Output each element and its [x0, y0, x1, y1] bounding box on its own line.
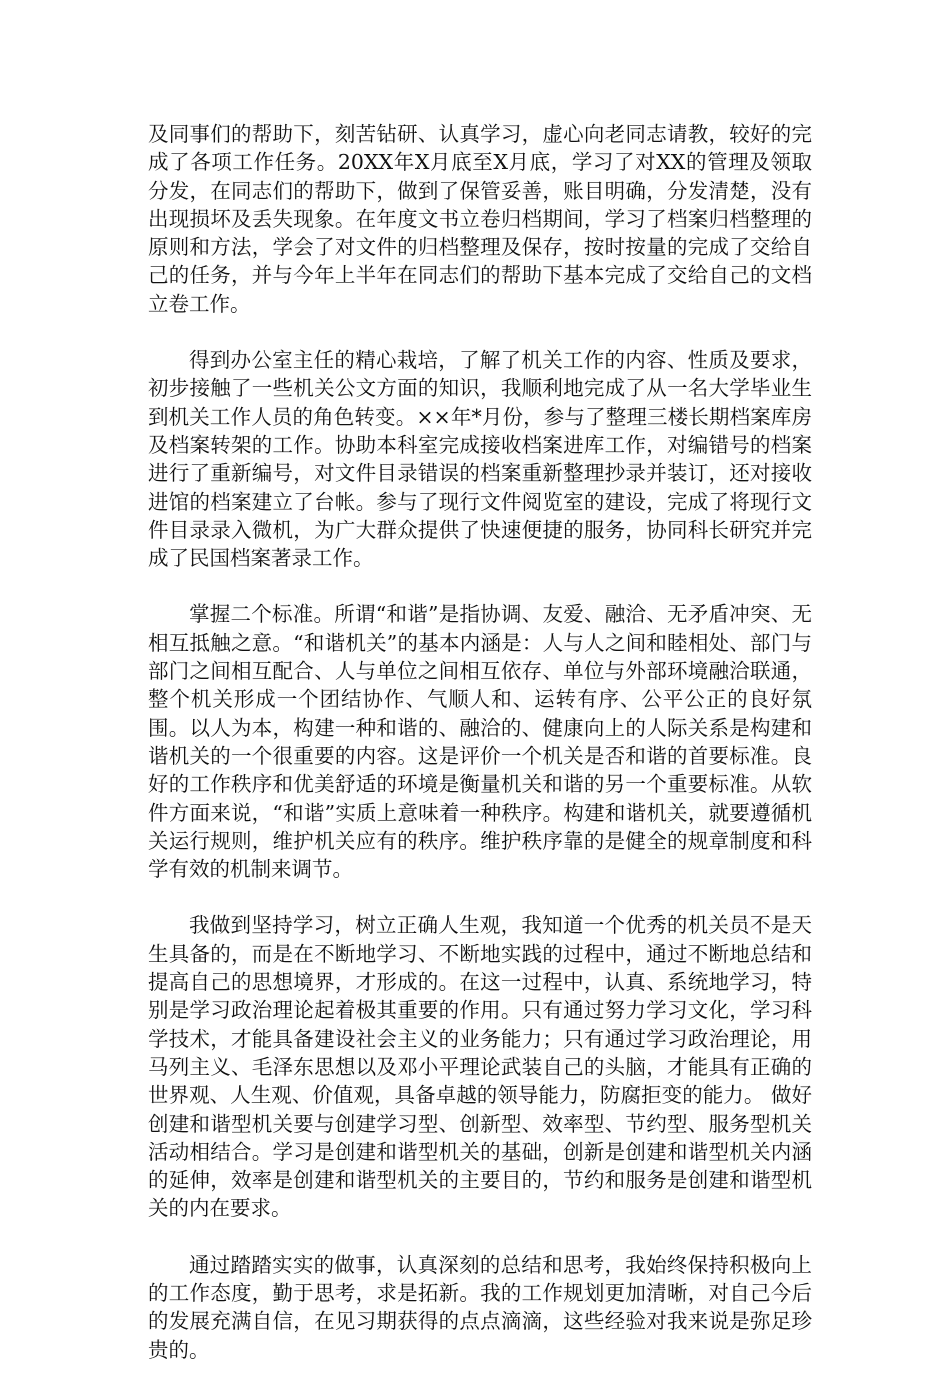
paragraph-4: 我做到坚持学习，树立正确人生观，我知道一个优秀的机关员不是天生具备的，而是在不断地学习、不断地实践的过程中，通过不断地总结和提高自己的思想境界，才形成的。在这一过程中，认真、系统地学习，特别是学习政治理论起着极其重要的作用。只有通过努力学习文化，学习科学技术，才能具备建设社会主义的业务能力；只有通过学习政治理论，用马列主义、毛泽东思想以及邓小平理论武装自己的头脑，才能具有正确的世界观、人生观、价值观，具备卓越的领导能力，防腐拒变的能力。 做好创建和谐型机关要与创建学习型、创新型、效率型、节约型、服务型机关活动相结合。学习是创建和谐型机关的基础，创新是创建和谐型机关内涵的延伸，效率是创建和谐型机关的主要目的，节约和服务是创建和谐型机关的内在要求。	[148, 913, 812, 1221]
document-body	[148, 120, 812, 1392]
paragraph-3: 掌握二个标准。所谓“和谐”是指协调、友爱、融洽、无矛盾冲突、无相互抵触之意。“和谐机关”的基本内涵是：人与人之间和睦相处、部门与部门之间相互配合、人与单位之间相互依存、单位与外部环境融洽联通，整个机关形成一个团结协作、气顺人和、运转有序、公平公正的良好氛围。以人为本，构建一种和谐的、融洽的、健康向上的人际关系是构建和谐机关的一个很重要的内容。这是评价一个机关是否和谐的首要标准。良好的工作秩序和优美舒适的环境是衡量机关和谐的另一个重要标准。从软件方面来说，“和谐”实质上意味着一种秩序。构建和谐机关，就要遵循机关运行规则，维护机关应有的秩序。维护秩序靠的是健全的规章制度和科学有效的机制来调节。	[148, 602, 812, 882]
paragraph-2: 得到办公室主任的精心栽培，了解了机关工作的内容、性质及要求，初步接触了一些机关公文方面的知识，我顺利地完成了从一名大学毕业生到机关工作人员的角色转变。××年*月份，参与了整理三楼长期档案库房及档案转架的工作。协助本科室完成接收档案进库工作，对编错号的档案进行了重新编号，对文件目录错误的档案重新整理抄录并装订，还对接收进馆的档案建立了台帐。参与了现行文件阅览室的建设，完成了将现行文件目录录入微机，为广大群众提供了快速便捷的服务，协同科长研究并完成了民国档案著录工作。	[148, 348, 812, 571]
paragraph-1: 及同事们的帮助下，刻苦钻研、认真学习，虚心向老同志请教，较好的完成了各项工作任务。20XX年X月底至X月底，学习了对XX的管理及领取分发，在同志们的帮助下，做到了保管妥善，账目明确，分发清楚，没有出现损坏及丢失现象。在年度文书立卷归档期间，学习了档案归档整理的原则和方法，学会了对文件的归档整理及保存，按时按量的完成了交给自己的任务，并与今年上半年在同志们的帮助下基本完成了交给自己的文档立卷工作。	[148, 122, 812, 316]
paragraph-5: 通过踏踏实实的做事，认真深刻的总结和思考，我始终保持积极向上的工作态度，勤于思考，求是拓新。我的工作规划更加清晰，对自己今后的发展充满自信，在见习期获得的点点滴滴，这些经验对我来说是弥足珍贵的。	[148, 1252, 812, 1362]
